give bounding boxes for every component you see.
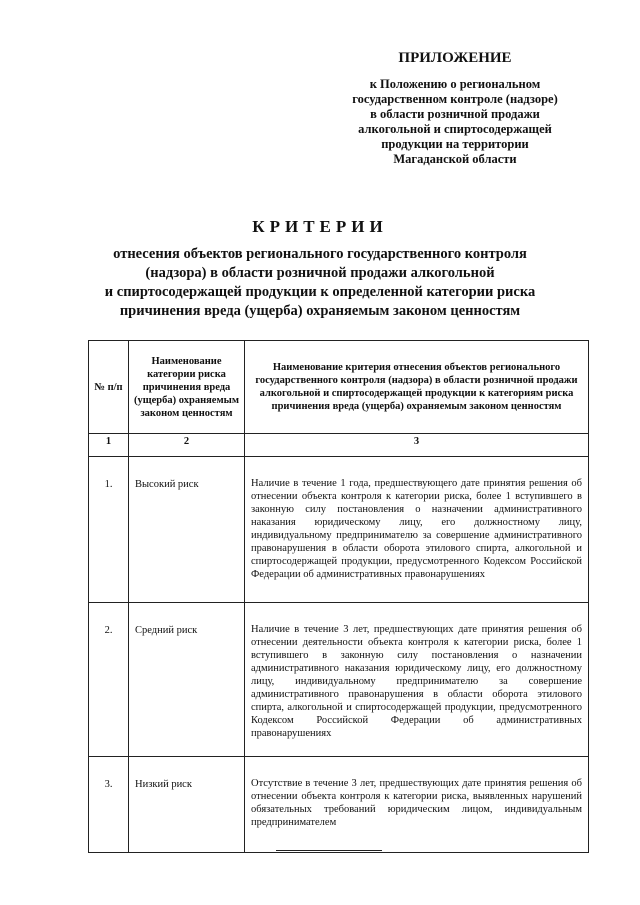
row-criterion: Отсутствие в течение 3 лет, предшествующих дате принятия решения об отнесении объекта контроля к категории риска, выявленных нарушений обязательных требований юридическим лицом, индивидуальным предпринимателем (245, 757, 589, 853)
row-criterion: Наличие в течение 3 лет, предшествующих дате принятия решения об отнесении деятельности объекта контроля к категории риска, более 1 вступившего в законную силу постановления о назначении административного наказания юридическому лицу, его должностному лицу, индивидуальному предпринимателю за совершение административного правонарушения в области оборота этилового спирта, алкогольной и спиртосодержащей продукции, предусмотренного Кодексом Российской Федерации об административных правонарушениях (245, 603, 589, 757)
header-criterion: Наименование критерия отнесения объектов регионального государственного контроля (надзора) в области розничной продажи алкогольной и спиртосодержащей продукции к категориям риска причинения вреда (ущерба) охраняемым законом ценностям (245, 341, 589, 434)
row-number: 3. (89, 757, 129, 853)
row-number: 2. (89, 603, 129, 757)
appendix-title: ПРИЛОЖЕНИЕ (398, 50, 512, 66)
criteria-table (88, 340, 589, 853)
appendix-line: государственном контроле (надзоре) (352, 92, 558, 106)
table-row (89, 457, 589, 603)
criteria-subtitle-line: (надзора) в области розничной продажи алкогольной (145, 265, 495, 281)
table-row (89, 603, 589, 757)
appendix-line: к Положению о региональном (369, 77, 541, 91)
appendix-line: в области розничной продажи (370, 107, 540, 121)
column-number: 3 (245, 434, 589, 457)
table-row (89, 757, 589, 853)
criteria-subtitle (40, 245, 600, 321)
row-category: Средний риск (129, 603, 245, 757)
column-number: 2 (129, 434, 245, 457)
row-category: Высокий риск (129, 457, 245, 603)
table-header-row (89, 341, 589, 434)
appendix-block (320, 50, 590, 167)
criteria-subtitle-line: отнесения объектов регионального государственного контроля (113, 246, 527, 262)
appendix-line: алкогольной и спиртосодержащей (358, 122, 552, 136)
criteria-subtitle-line: причинения вреда (ущерба) охраняемым законом ценностям (119, 303, 521, 319)
column-number: 1 (89, 434, 129, 457)
closing-rule (276, 850, 382, 851)
criteria-title: КРИТЕРИИ (252, 217, 388, 236)
row-criterion: Наличие в течение 1 года, предшествующего дате принятия решения об отнесении объекта контроля к категории риска, более 1 вступившего в законную силу постановления о назначении административного наказания юридическому лицу, его должностному лицу, индивидуальному предпринимателю за совершение административного правонарушения в области оборота этилового спирта, алкогольной и спиртосодержащей продукции, предусмотренного Кодексом Российской Федерации об административных правонарушениях (245, 457, 589, 603)
header-category: Наименование категории риска причинения вреда (ущерба) охраняемым законом ценностям (129, 341, 245, 434)
header-number: № п/п (89, 341, 129, 434)
column-number-row (89, 434, 589, 457)
appendix-line: Магаданской области (393, 152, 517, 166)
criteria-subtitle-line: и спиртосодержащей продукции к определенной категории риска (104, 284, 536, 300)
row-number: 1. (89, 457, 129, 603)
row-category: Низкий риск (129, 757, 245, 853)
appendix-line: продукции на территории (381, 137, 529, 151)
